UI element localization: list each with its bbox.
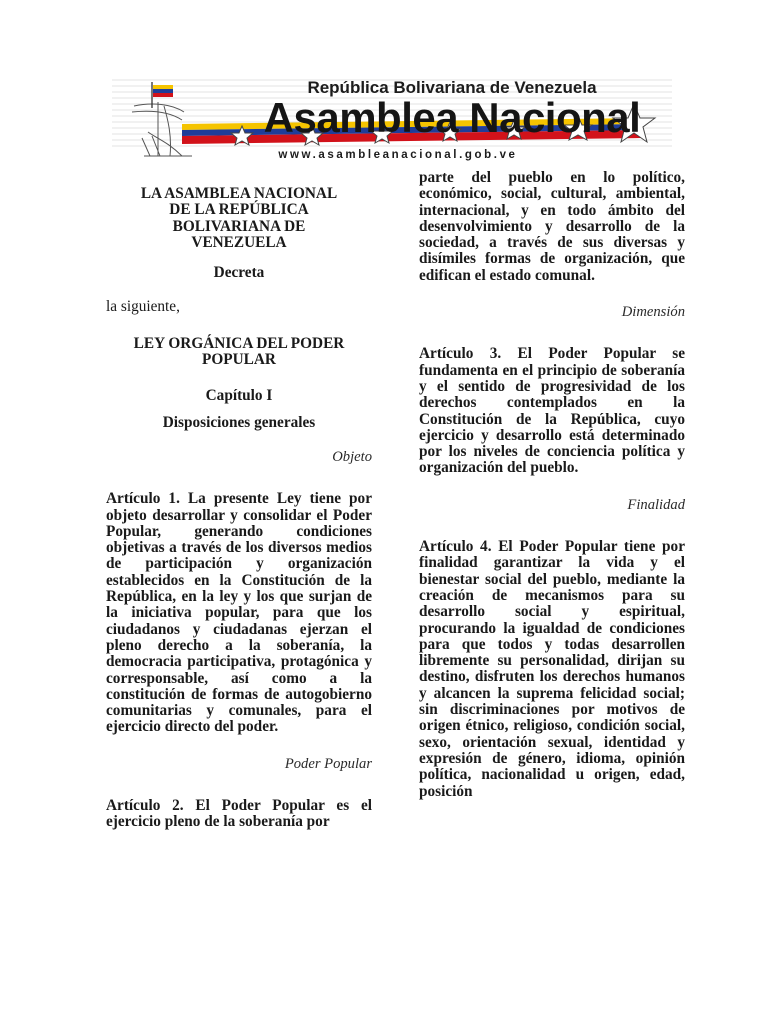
following-text: la siguiente, [106,298,180,316]
article-4-text: El Poder Popular tiene por finalidad garantizar la vida y el bienestar social del pueblo, mediante la creación de mecanismos para su desarrollo social y espiritual, procurando la igualdad de condiciones para que todos y todas desarrollen libremente su personalidad, dirijan su destino, disfruten los derechos humanos y alcancen la suprema felicidad social; sin discriminaciones por motivos de origen étnico, religioso, condición social, sexo, orientación sexual, identidad y expresión de género, idioma, opinión política, nacionalidad u origen, edad, posición [419,538,685,800]
article-2-label: Artículo 2. [106,797,184,815]
article-2-text: El Poder Popular es el ejercicio pleno de la soberanía por [106,797,372,831]
article-1-label: Artículo 1. [106,490,180,508]
article-1-text: La presente Ley tiene por objeto desarrollar y consolidar el Poder Popular, generando condiciones objetivas a través de los diversos medios de participación y organización establecidos en la Constitución de la República, en la ley y los que surjan de la iniciativa popular, para que los ciudadanos y ciudadanas ejerzan el pleno derecho a la soberanía, la democracia participativa, protagónica y corresponsable, así como a la constitución de formas de autogobierno comunitarias y comunales, para el ejercicio directo del poder. [106,490,372,736]
issuer-line: VENEZUELA [191,233,287,251]
republic-heading: República Bolivariana de Venezuela [307,78,597,97]
article-2-continuation: parte del pueblo en lo político, económico, social, cultural, ambiental, internacional, y en todo ámbito del desenvolvimiento y desarrollo de la sociedad, a través de sus diversas y disímiles formas de organización, que edifican el estado comunal. [419,169,685,284]
caption-objeto: Objeto [332,448,372,465]
assembly-heading: Asamblea Nacional [263,94,641,141]
article-4-label: Artículo 4. [419,538,492,556]
chapter-title: Disposiciones generales [162,413,316,431]
assembly-banner [112,72,672,172]
article-1 [106,491,372,735]
article-2 [106,798,372,831]
website-url: www.asambleanacional.gob.ve [278,149,518,161]
caption-poder-popular: Poder Popular [284,755,372,772]
article-3-label: Artículo 3. [419,345,502,363]
issuer-line: DE LA REPÚBLICA [169,201,309,219]
article-3 [419,346,685,476]
issuer-line: BOLIVARIANA DE [172,217,306,235]
law-title: LEY ORGÁNICA DEL PODER POPULAR [133,334,345,369]
article-3-text: El Poder Popular se fundamenta en el principio de soberanía y el sentido de progresividad de los derechos contemplados en la Constitución de la República, cuyo ejercicio y desarrollo está determinado por los niveles de conciencia política y organización del pueblo. [419,345,685,477]
chapter-heading: Capítulo I [205,387,273,405]
left-column [106,186,372,831]
right-column [419,170,685,800]
caption-dimension: Dimensión [621,304,685,321]
article-4 [419,539,685,800]
decree-heading: Decreta [213,264,265,282]
caption-finalidad: Finalidad [627,496,685,513]
issuer-line: LA ASAMBLEA NACIONAL [140,185,338,202]
